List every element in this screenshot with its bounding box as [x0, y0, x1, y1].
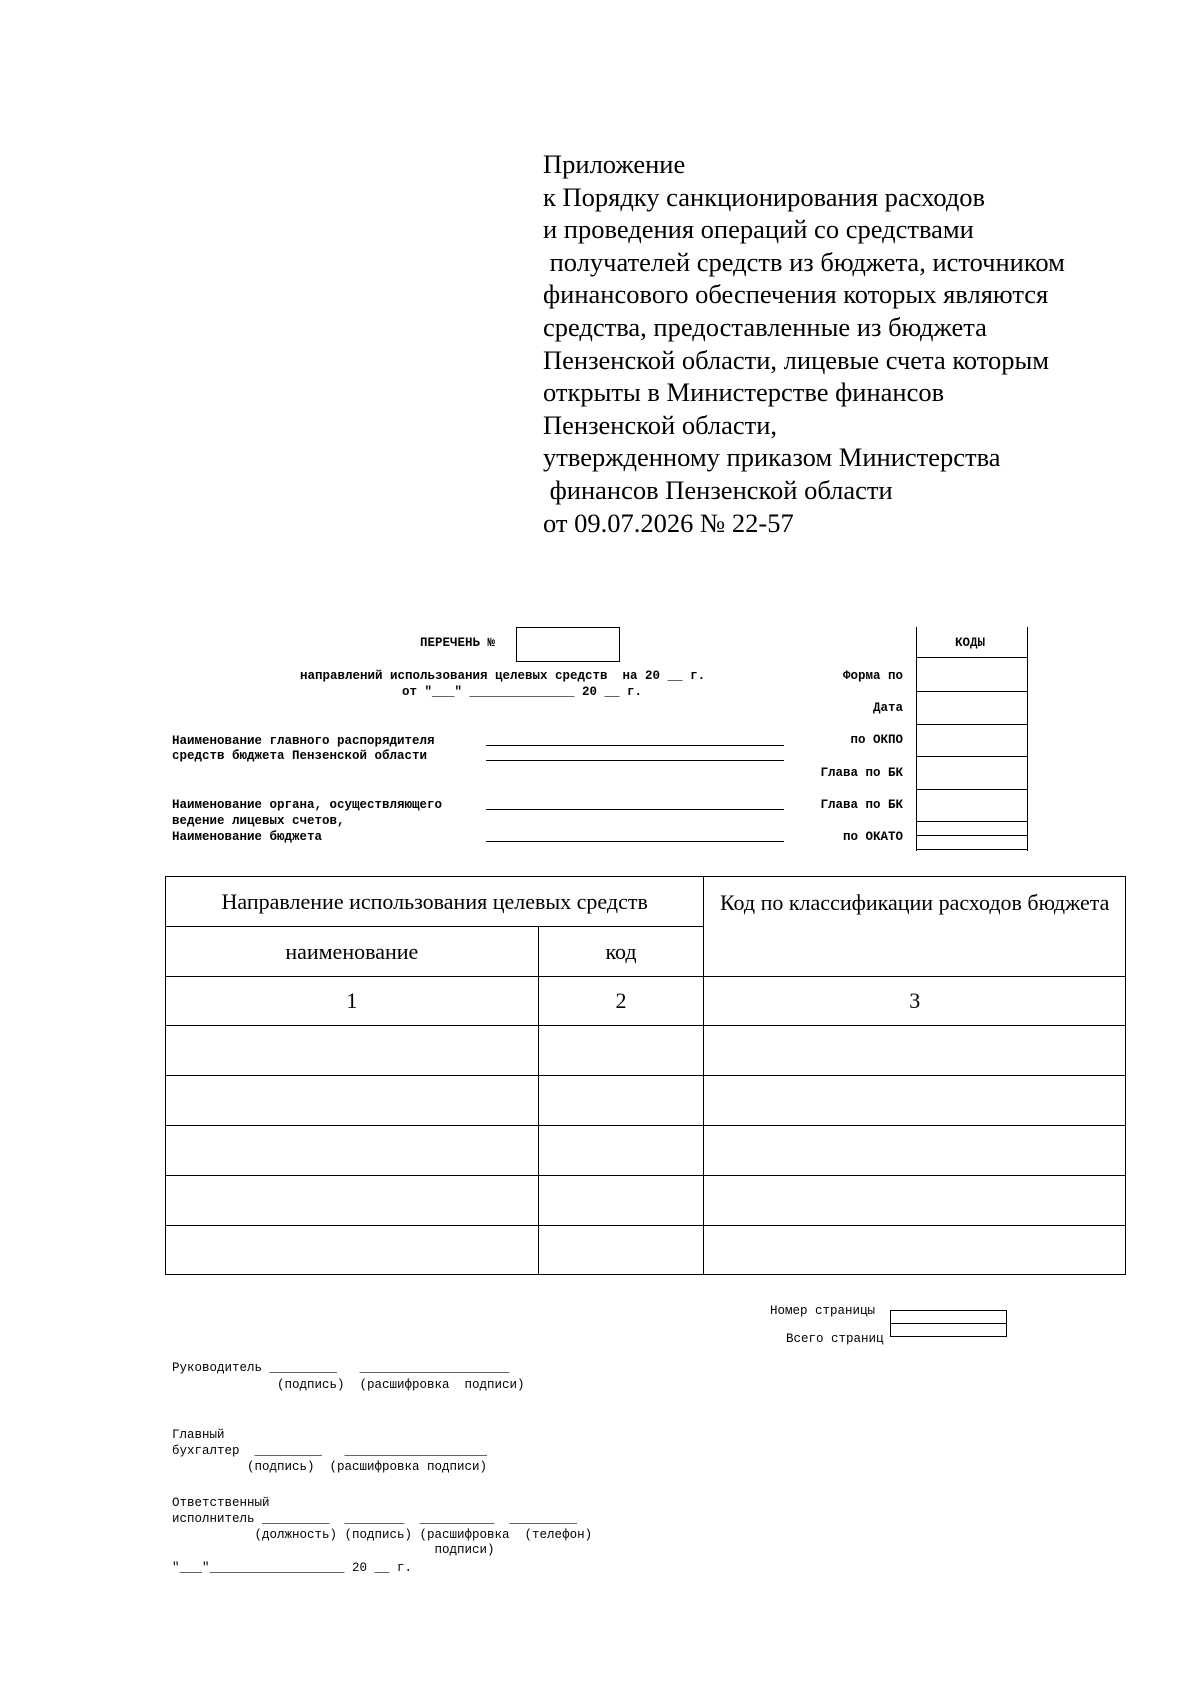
- main-distributor-label-2: средств бюджета Пензенской области: [172, 749, 428, 763]
- appendix-line: от 09.07.2026 № 22-57: [543, 507, 794, 538]
- header-direction-group: Направление использования целевых средств: [166, 877, 704, 927]
- form-title-label: ПЕРЕЧЕНЬ №: [420, 636, 496, 650]
- responsible-caption: (должность) (подпись) (расшифровка (телефон): [172, 1528, 593, 1542]
- chief-accountant-caption: (подпись) (расшифровка подписи): [172, 1460, 488, 1474]
- total-pages-label: Всего страниц: [786, 1332, 884, 1346]
- page-number-box[interactable]: [890, 1310, 1007, 1324]
- column-number: 2: [538, 977, 704, 1026]
- main-distributor-field[interactable]: [486, 745, 784, 746]
- table-row: [166, 1076, 1126, 1126]
- cell-classification[interactable]: [704, 1226, 1126, 1275]
- appendix-line: утвержденному приказом Министерства: [543, 442, 1001, 473]
- codes-divider: [917, 691, 1027, 692]
- code-label-date: Дата: [872, 701, 903, 715]
- column-number: 3: [704, 977, 1126, 1026]
- appendix-line: Пензенской области,: [543, 409, 778, 440]
- header-code: код: [538, 927, 704, 977]
- cell-code[interactable]: [538, 1026, 704, 1076]
- cell-code[interactable]: [538, 1176, 704, 1226]
- code-label-okpo: по ОКПО: [850, 733, 903, 747]
- codes-divider: [917, 724, 1027, 725]
- account-body-field[interactable]: [486, 809, 784, 810]
- cell-code[interactable]: [538, 1226, 704, 1275]
- codes-divider: [917, 657, 1027, 658]
- cell-name[interactable]: [166, 1026, 539, 1076]
- appendix-line: Пензенской области, лицевые счета которым: [543, 344, 1050, 375]
- column-number: 1: [166, 977, 539, 1026]
- cell-name[interactable]: [166, 1076, 539, 1126]
- appendix-line: получателей средств из бюджета, источником: [543, 246, 1065, 277]
- header-name: наименование: [166, 927, 539, 977]
- form-subtitle-line2: от "___" ______________ 20 __ г.: [402, 685, 643, 699]
- table-row: [166, 1126, 1126, 1176]
- target-funds-table: [165, 876, 1126, 1275]
- chief-accountant-label: Главный: [172, 1428, 225, 1442]
- table-row: [166, 1176, 1126, 1226]
- code-label-chapter-bk-2: Глава по БК: [820, 798, 903, 812]
- codes-divider: [917, 835, 1027, 836]
- responsible-label: Ответственный: [172, 1496, 270, 1510]
- main-distributor-label-1: Наименование главного распорядителя: [172, 734, 435, 748]
- list-number-box[interactable]: [516, 627, 620, 662]
- budget-label: Наименование бюджета: [172, 830, 323, 844]
- codes-divider: [917, 821, 1027, 822]
- cell-name[interactable]: [166, 1226, 539, 1275]
- chief-accountant-signature-line: бухгалтер _________ ___________________: [172, 1444, 488, 1458]
- codes-column: [916, 627, 1028, 851]
- appendix-line: к Порядку санкционирования расходов: [543, 181, 986, 212]
- code-label-chapter-bk: Глава по БК: [820, 766, 903, 780]
- main-distributor-field-2[interactable]: [486, 760, 784, 761]
- header-classification-code: Код по классификации расходов бюджета: [704, 877, 1126, 977]
- date-line: "___"__________________ 20 __ г.: [172, 1561, 413, 1575]
- responsible-signature-line: исполнитель _________ ________ __________ _________: [172, 1512, 578, 1526]
- cell-classification[interactable]: [704, 1076, 1126, 1126]
- appendix-line: финансов Пензенской области: [543, 474, 893, 505]
- form-subtitle-line1: направлений использования целевых средств на 20 __ г.: [300, 669, 706, 683]
- code-label-okato: по ОКАТО: [842, 830, 903, 844]
- codes-header: КОДЫ: [955, 636, 986, 650]
- table-row: [166, 1026, 1126, 1076]
- cell-classification[interactable]: [704, 1176, 1126, 1226]
- page-number-label: Номер страницы: [770, 1304, 876, 1318]
- budget-field[interactable]: [486, 841, 784, 842]
- appendix-line: средства, предоставленные из бюджета: [543, 311, 987, 342]
- appendix-header: [543, 148, 1163, 539]
- cell-name[interactable]: [166, 1176, 539, 1226]
- appendix-line: Приложение: [543, 149, 686, 179]
- codes-divider: [917, 756, 1027, 757]
- cell-classification[interactable]: [704, 1126, 1126, 1176]
- account-body-label-2: ведение лицевых счетов,: [172, 814, 345, 828]
- responsible-caption-2: подписи): [172, 1543, 495, 1557]
- codes-divider: [917, 789, 1027, 790]
- appendix-line: и проведения операций со средствами: [543, 214, 974, 245]
- code-label-form: Форма по: [842, 669, 903, 683]
- total-pages-box[interactable]: [890, 1323, 1007, 1337]
- codes-divider: [917, 849, 1027, 850]
- cell-name[interactable]: [166, 1126, 539, 1176]
- table-row: [166, 1226, 1126, 1275]
- appendix-line: финансового обеспечения которых являются: [543, 279, 1049, 310]
- account-body-label-1: Наименование органа, осуществляющего: [172, 798, 443, 812]
- cell-classification[interactable]: [704, 1026, 1126, 1076]
- appendix-line: открыты в Министерстве финансов: [543, 377, 945, 408]
- head-signature-line: Руководитель _________ ____________________: [172, 1361, 510, 1375]
- cell-code[interactable]: [538, 1126, 704, 1176]
- head-signature-caption: (подпись) (расшифровка подписи): [172, 1378, 525, 1392]
- cell-code[interactable]: [538, 1076, 704, 1126]
